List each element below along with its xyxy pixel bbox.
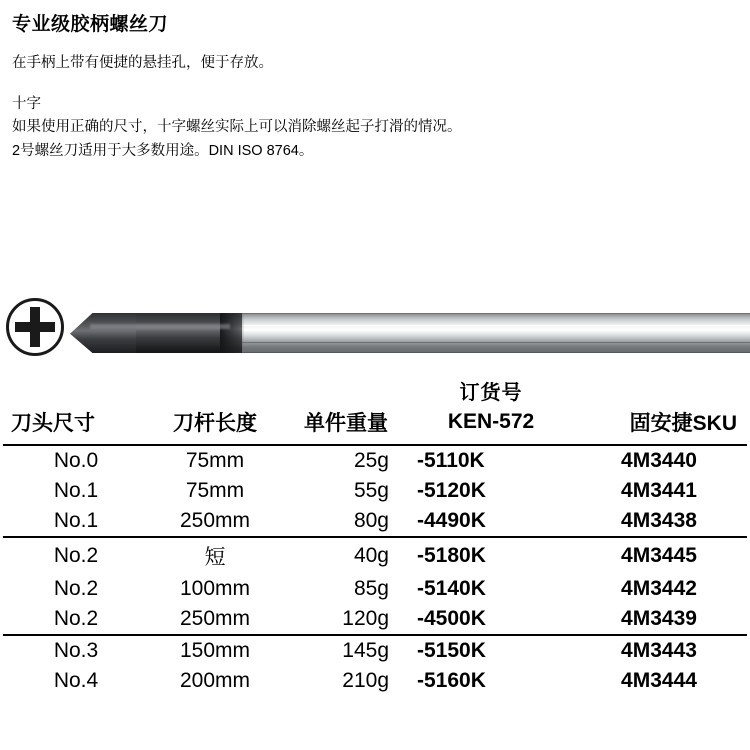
spec-heading: 十字 — [12, 95, 41, 112]
cell-ken-code: -5150K — [411, 635, 571, 666]
cell-shaft-length: 75mm — [149, 445, 281, 476]
order-number-spacer-1 — [149, 376, 281, 407]
cell-ken-code: -5180K — [411, 537, 571, 574]
screwdriver-illustration — [70, 296, 750, 366]
cell-shaft-length: 150mm — [149, 635, 281, 666]
cell-shaft-length: 100mm — [179, 577, 251, 600]
cell-ken-code: -4500K — [417, 607, 486, 630]
order-number-spacer-3 — [571, 376, 747, 407]
column-header-unit-weight: 单件重量 — [281, 407, 411, 445]
spec-line-2: 2号螺丝刀适用于大多数用途。DIN ISO 8764。 — [12, 142, 314, 159]
table-row — [3, 635, 747, 666]
page-title: 专业级胶柄螺丝刀 — [12, 14, 169, 35]
cell-grainger-sku: 4M3440 — [571, 445, 747, 476]
screwdriver-tip — [70, 313, 136, 353]
product-image-area — [0, 290, 750, 376]
table-header-row — [3, 407, 747, 445]
column-header-shaft-length: 刀杆长度 — [149, 407, 281, 445]
table-row — [3, 506, 747, 537]
cell-shaft-length: 250mm — [179, 509, 251, 532]
table-body — [3, 445, 747, 696]
cell-unit-weight: 210g — [342, 669, 389, 692]
column-header-ken-code: KEN-572 — [411, 407, 571, 445]
cell-grainger-sku: 4M3441 — [621, 479, 697, 502]
table-row — [3, 476, 747, 506]
cell-shaft-length: 250mm — [179, 607, 251, 630]
spec-table-wrap — [0, 376, 750, 696]
screwdriver-shaft-highlight — [240, 325, 750, 326]
cell-ken-code: -5140K — [417, 577, 486, 600]
cell-tip-size: No.2 — [53, 577, 99, 600]
cell-tip-size: No.0 — [3, 445, 149, 476]
intro-text: 在手柄上带有便捷的悬挂孔，便于存放。 — [12, 54, 273, 71]
column-header-tip-size: 刀头尺寸 — [3, 407, 149, 445]
cell-unit-weight: 80g — [353, 509, 389, 532]
table-row — [3, 604, 747, 635]
table-row — [3, 445, 747, 476]
cell-shaft-length: 短 — [149, 537, 281, 574]
cell-ken-code: -4490K — [417, 509, 486, 532]
cell-tip-size: No.1 — [53, 479, 99, 502]
cell-unit-weight: 145g — [281, 635, 411, 666]
cell-grainger-sku: 4M3438 — [621, 509, 697, 532]
header-block — [0, 0, 750, 164]
cell-ken-code: -5120K — [417, 479, 486, 502]
cell-grainger-sku: 4M3439 — [621, 607, 697, 630]
phillips-cross-icon — [6, 298, 68, 360]
spec-line-1: 如果使用正确的尺寸，十字螺丝实际上可以消除螺丝起子打滑的情况。 — [12, 118, 462, 135]
cell-unit-weight: 85g — [353, 577, 389, 600]
cell-unit-weight: 25g — [281, 445, 411, 476]
table-row — [3, 537, 747, 574]
column-header-grainger-sku: 固安捷SKU — [571, 407, 747, 445]
screwdriver-shaft — [240, 313, 750, 353]
cell-tip-size: No.2 — [3, 537, 149, 574]
spec-table — [3, 376, 747, 696]
table-row — [3, 666, 747, 696]
order-number-spacer-0 — [3, 376, 149, 407]
cell-tip-size: No.3 — [3, 635, 149, 666]
order-number-row — [3, 376, 747, 407]
cell-tip-size: No.2 — [53, 607, 99, 630]
cell-unit-weight: 55g — [353, 479, 389, 502]
phillips-icon-bar-horizontal — [15, 322, 55, 332]
cell-shaft-length: 200mm — [179, 669, 251, 692]
cell-tip-size: No.4 — [53, 669, 99, 692]
cell-ken-code: -5110K — [411, 445, 571, 476]
screwdriver-shaft-shadow — [240, 342, 750, 343]
cell-tip-size: No.1 — [53, 509, 99, 532]
spec-group — [12, 93, 738, 164]
cell-shaft-length: 75mm — [185, 479, 245, 502]
cell-grainger-sku: 4M3444 — [621, 669, 697, 692]
screwdriver-bevel — [220, 313, 244, 353]
screwdriver-tip-highlight — [90, 324, 230, 329]
cell-ken-code: -5160K — [417, 669, 486, 692]
order-number-label: 订货号 — [459, 382, 523, 404]
order-number-spacer-2 — [281, 376, 411, 407]
cell-grainger-sku: 4M3442 — [621, 577, 697, 600]
cell-grainger-sku: 4M3445 — [571, 537, 747, 574]
cell-unit-weight: 40g — [281, 537, 411, 574]
cell-grainger-sku: 4M3443 — [571, 635, 747, 666]
cell-unit-weight: 120g — [342, 607, 389, 630]
table-row — [3, 574, 747, 604]
